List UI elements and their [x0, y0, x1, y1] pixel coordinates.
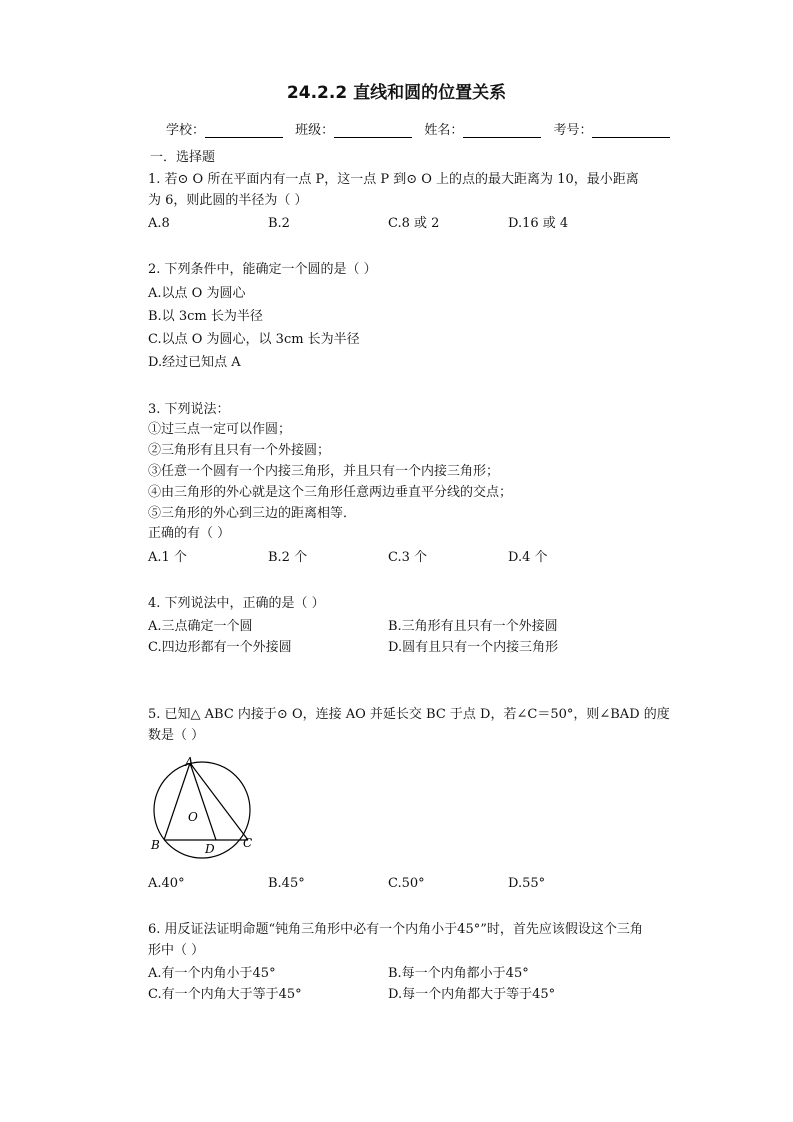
exam-number-field	[553, 119, 670, 138]
class-blank[interactable]	[334, 124, 412, 138]
q4-line-1: 4. 下列说法中，正确的是（ ）	[148, 596, 325, 611]
school-blank[interactable]	[205, 124, 283, 138]
q3-statement-5: ⑤三角形的外心到三边的距离相等．	[148, 506, 357, 521]
q4-option-d[interactable]: D.圆有且只有一个内接三角形	[388, 640, 559, 655]
q6-option-c[interactable]: C.有一个内角大于等于45°	[148, 987, 302, 1002]
exam-number-label: 考号：	[553, 123, 593, 138]
label-c: C	[243, 836, 253, 850]
q3-statement-1: ①过三点一定可以作圆；	[148, 422, 292, 437]
q5-line-2: 数是（ ）	[148, 728, 205, 743]
circle-triangle-figure	[148, 752, 260, 862]
q3-option-d[interactable]: D.4 个	[508, 550, 548, 565]
q2-option-d[interactable]: D.经过已知点 A	[148, 355, 241, 370]
q2-line-1: 2. 下列条件中，能确定一个圆的是（ ）	[148, 262, 377, 277]
q1-line-2: 为 6，则此圆的半径为（ ）	[148, 193, 308, 208]
page-title: 24.2.2 直线和圆的位置关系	[286, 83, 507, 103]
name-blank[interactable]	[463, 124, 541, 138]
q5-option-d[interactable]: D.55°	[508, 876, 546, 891]
q3-statement-3: ③任意一个圆有一个内接三角形，并且只有一个内接三角形；	[148, 464, 500, 479]
exam-number-blank[interactable]	[592, 124, 670, 138]
label-a: A	[185, 755, 194, 769]
q3-statement-2: ②三角形有且只有一个外接圆；	[148, 443, 331, 458]
q1-option-b[interactable]: B.2	[268, 216, 290, 231]
name-field	[424, 119, 541, 138]
q1-line-1: 1. 若⊙ O 所在平面内有一点 P，这一点 P 到⊙ O 上的点的最大距离为 10，最小距离	[148, 172, 639, 187]
q6-option-a[interactable]: A.有一个内角小于45°	[148, 966, 276, 981]
label-o: O	[188, 810, 198, 824]
q2-option-c[interactable]: C.以点 O 为圆心，以 3cm 长为半径	[148, 332, 360, 347]
q3-statement-4: ④由三角形的外心就是这个三角形任意两边垂直平分线的交点；	[148, 485, 513, 500]
q5-option-b[interactable]: B.45°	[268, 876, 305, 891]
q3-prompt: 正确的有（ ）	[148, 526, 231, 541]
label-d: D	[205, 842, 215, 856]
segment-ad	[190, 763, 216, 840]
q2-option-b[interactable]: B.以 3cm 长为半径	[148, 309, 263, 324]
q6-option-d[interactable]: D.每一个内角都大于等于45°	[388, 987, 556, 1002]
q2-option-a[interactable]: A.以点 O 为圆心	[148, 286, 246, 301]
label-b: B	[151, 838, 160, 852]
q6-line-1: 6. 用反证法证明命题“钝角三角形中必有一个内角小于45°”时，首先应该假设这个三角	[148, 922, 643, 937]
q4-option-a[interactable]: A.三点确定一个圆	[148, 619, 253, 634]
q5-option-c[interactable]: C.50°	[388, 876, 425, 891]
q3-line-1: 3. 下列说法：	[148, 402, 230, 417]
segment-ac	[190, 763, 248, 840]
school-field	[166, 119, 283, 138]
q4-option-c[interactable]: C.四边形都有一个外接圆	[148, 640, 292, 655]
school-label: 学校：	[166, 123, 206, 138]
q5-line-1: 5. 已知△ ABC 内接于⊙ O，连接 AO 并延长交 BC 于点 D，若∠C＝50°，则∠BAD 的度	[148, 707, 670, 722]
name-label: 姓名：	[424, 123, 464, 138]
q6-line-2: 形中（ ）	[148, 943, 205, 958]
class-label: 班级：	[295, 123, 335, 138]
q3-option-c[interactable]: C.3 个	[388, 550, 428, 565]
student-info-row	[166, 119, 678, 138]
q1-option-c[interactable]: C.8 或 2	[388, 216, 440, 231]
q4-option-b[interactable]: B.三角形有且只有一个外接圆	[388, 619, 558, 634]
circle-o	[154, 762, 253, 858]
section-heading: 一．选择题	[150, 150, 216, 165]
q5-option-a[interactable]: A.40°	[148, 876, 185, 891]
q3-option-b[interactable]: B.2 个	[268, 550, 308, 565]
class-field	[295, 119, 412, 138]
q6-option-b[interactable]: B.每一个内角都小于45°	[388, 966, 529, 981]
segment-ab	[164, 763, 190, 840]
q1-option-d[interactable]: D.16 或 4	[508, 216, 569, 231]
q3-option-a[interactable]: A.1 个	[148, 550, 187, 565]
q1-option-a[interactable]: A.8	[148, 216, 170, 231]
